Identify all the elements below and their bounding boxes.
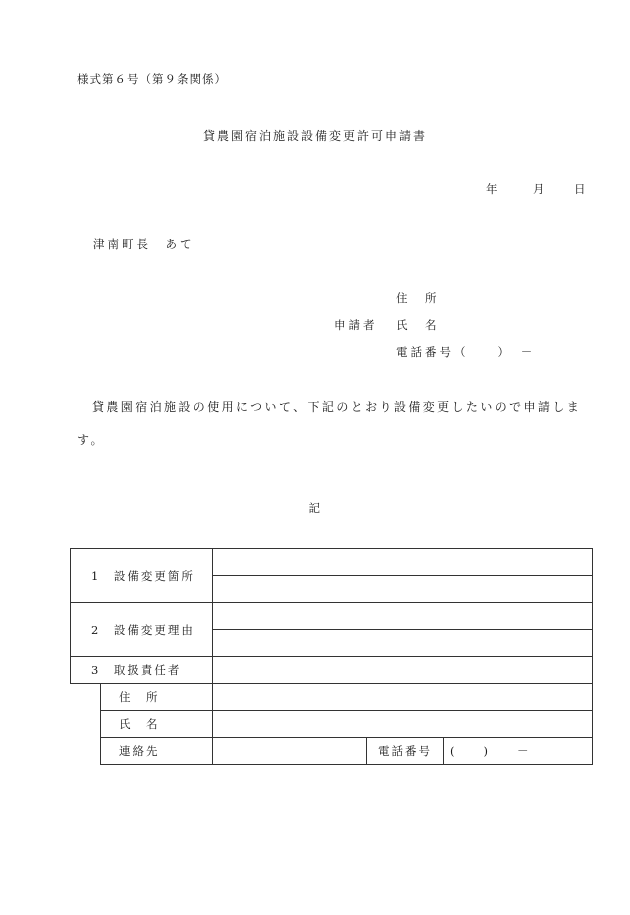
applicant-address-label: 住 所 <box>396 291 440 305</box>
item1-field-2[interactable] <box>213 576 593 603</box>
manager-contact-field[interactable] <box>213 738 367 765</box>
manager-phone-label: 電話番号 <box>367 738 444 765</box>
applicant-label: 申請者 <box>334 318 378 332</box>
manager-address-label: 住 所 <box>101 684 213 711</box>
item2-field-2[interactable] <box>213 630 593 657</box>
manager-address-field[interactable] <box>213 684 593 711</box>
date-day: 日 <box>574 182 587 196</box>
date-month: 月 <box>533 182 546 196</box>
item3-field[interactable] <box>213 657 593 684</box>
date-year: 年 <box>486 182 499 196</box>
manager-name-field[interactable] <box>213 711 593 738</box>
form-number: 様式第６号（第９条関係） <box>77 72 227 86</box>
document-title: 貸農園宿泊施設設備変更許可申請書 <box>202 129 427 143</box>
item3-label: 3 取扱責任者 <box>71 657 213 684</box>
item2-label: 2 設備変更理由 <box>71 603 213 657</box>
addressee: 津南町長 あて <box>93 237 195 251</box>
manager-phone-field[interactable]: ( ) － <box>444 738 593 765</box>
item1-label: 1 設備変更箇所 <box>71 549 213 603</box>
ki-heading: 記 <box>308 501 322 515</box>
item2-field-1[interactable] <box>213 603 593 630</box>
applicant-phone-label: 電話番号（ ） － <box>396 345 536 359</box>
indent-cell <box>71 684 101 765</box>
body-text: 貸農園宿泊施設の使用について、下記のとおり設備変更したいので申請します。 <box>77 400 582 447</box>
item1-field-1[interactable] <box>213 549 593 576</box>
manager-contact-label: 連絡先 <box>101 738 213 765</box>
details-table <box>70 548 593 765</box>
manager-name-label: 氏 名 <box>101 711 213 738</box>
applicant-name-label: 氏 名 <box>396 318 440 332</box>
